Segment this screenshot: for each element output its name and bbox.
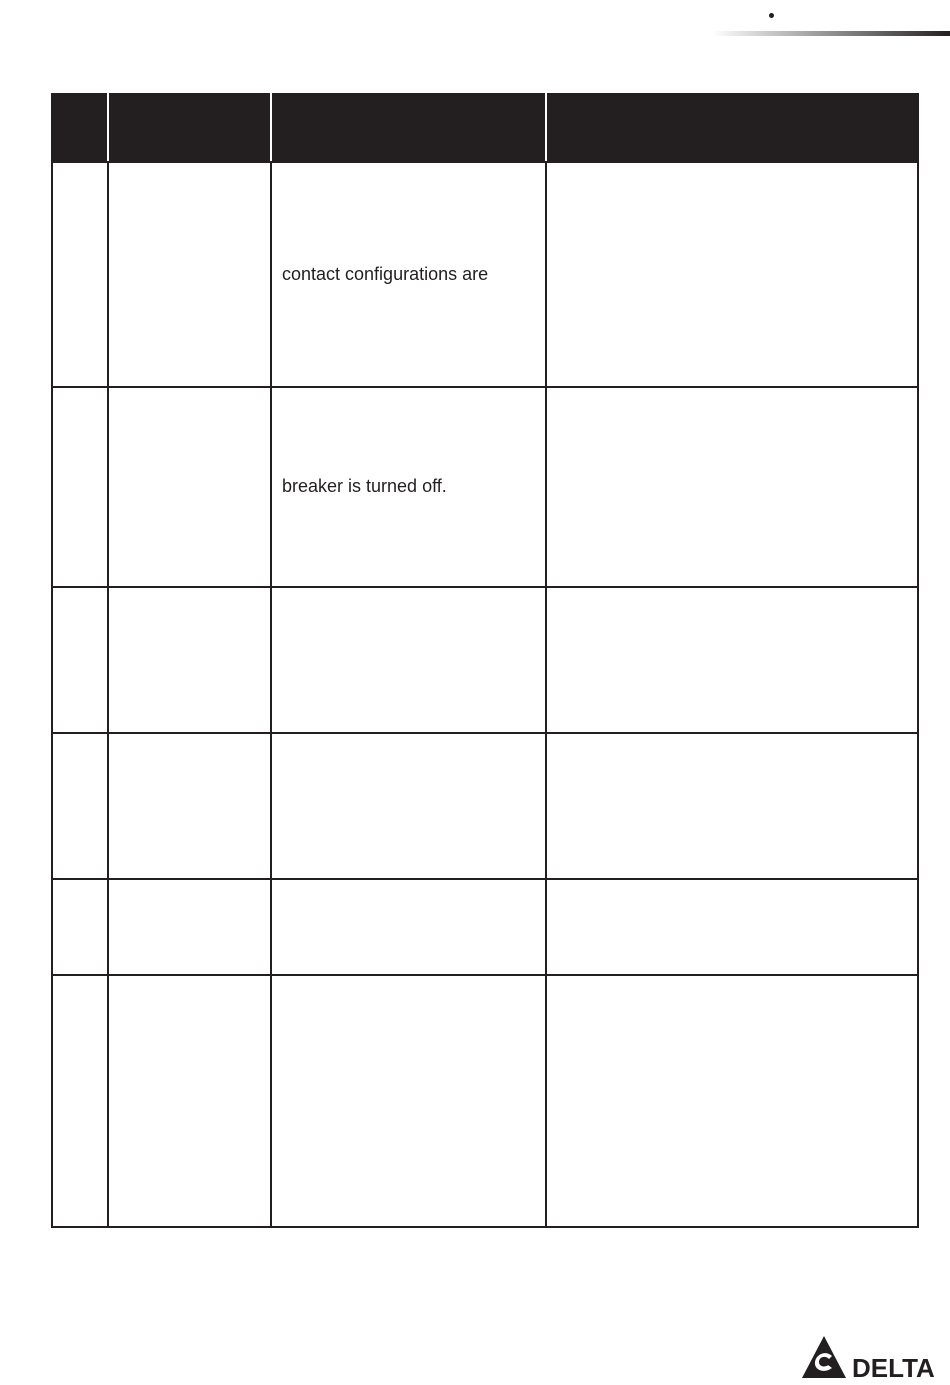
row-problem-cell [108,975,271,1227]
row-problem-cell [108,879,271,975]
table-row [52,387,918,587]
header-cell-no [52,94,108,162]
row-solution-cell [546,162,918,387]
row-number-cell [52,387,108,587]
table-row [52,975,918,1227]
row-number-cell [52,975,108,1227]
row-cause-cell [271,975,546,1227]
row-number-cell [52,162,108,387]
delta-logo-wordmark: DELTA [852,1353,935,1382]
row-problem-cell [108,387,271,587]
header-bullet-dot [769,13,774,18]
row-cause-cell: breaker is turned off. [271,387,546,587]
row-cause-cell [271,879,546,975]
row-cause-cell: contact configurations are [271,162,546,387]
row-cause-cell [271,587,546,733]
header-cell-cause [271,94,546,162]
row-number-cell [52,733,108,879]
table-header-row [52,94,918,162]
delta-logo-icon [802,1336,846,1378]
row-solution-cell [546,587,918,733]
row-solution-cell [546,733,918,879]
table-row [52,162,918,387]
row-number-cell [52,587,108,733]
row-solution-cell [546,975,918,1227]
table-row [52,587,918,733]
row-problem-cell [108,733,271,879]
row-problem-cell [108,162,271,387]
row-solution-cell [546,387,918,587]
table-row [52,879,918,975]
header-gradient-rule [712,31,950,36]
row-number-cell [52,879,108,975]
row-cause-cell [271,733,546,879]
row-problem-cell [108,587,271,733]
row-solution-cell [546,879,918,975]
header-cell-solution [546,94,918,162]
troubleshooting-table [51,93,919,1228]
table-row [52,733,918,879]
header-cell-problem [108,94,271,162]
delta-logo [802,1334,950,1382]
